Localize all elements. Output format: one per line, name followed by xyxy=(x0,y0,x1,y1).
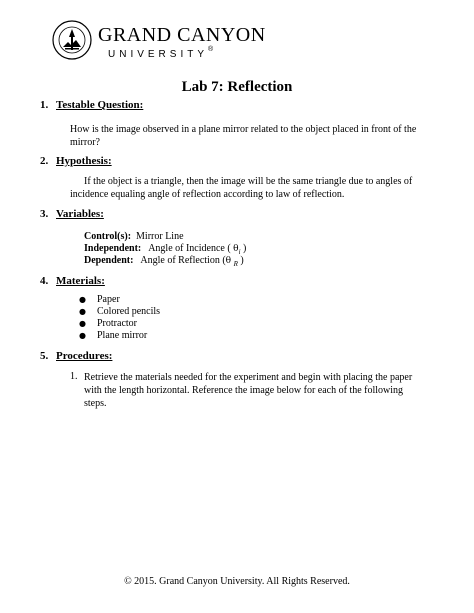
variable-dependent: Dependent: Angle of Reflection (θ $_R$ ) xyxy=(84,255,244,268)
materials-list-item: ● Colored pencils xyxy=(79,306,161,317)
bullet-icon: ● xyxy=(79,295,86,304)
bullet-icon: ● xyxy=(79,319,86,328)
section-heading-materials: 4. Materials: xyxy=(40,275,105,287)
section-heading-testable-question: 1. Testable Question: xyxy=(40,99,144,111)
variable-independent: Independent: Angle of Incidence ( $\theta_i$ ) xyxy=(84,243,247,256)
hypothesis-text: If the object is a triangle, then the image will be the same triangle due to angles of incidence equaling angle of reflection according to law of reflection. xyxy=(70,176,413,200)
section-heading-procedures: 5. Procedures: xyxy=(40,350,113,362)
materials-list-item: ● Paper xyxy=(79,294,120,305)
copyright-footer: © 2015. Grand Canyon University. All Rights Reserved. xyxy=(124,576,350,587)
section-heading-variables: 3. Variables: xyxy=(40,208,104,220)
university-seal xyxy=(52,20,92,60)
brand-name: GRAND CANYON xyxy=(98,24,266,46)
page-title: Lab 7: Reflection xyxy=(181,79,293,95)
variable-control: Control(s): Mirror Line xyxy=(84,231,184,242)
materials-list-item: ● Plane mirror xyxy=(79,330,148,341)
bullet-icon: ● xyxy=(79,307,86,316)
procedure-step-number: 1. xyxy=(70,371,78,382)
university-logo xyxy=(52,20,266,80)
section-heading-hypothesis: 2. Hypothesis: xyxy=(40,155,112,167)
materials-list-item: ● Protractor xyxy=(79,318,137,329)
brand-subname: UNIVERSITY® xyxy=(108,46,214,60)
procedure-step-text: Retrieve the materials needed for the experiment and begin with placing the paper with the length horizontal. Reference the image below for each of the following steps. xyxy=(84,372,413,409)
bullet-icon: ● xyxy=(79,331,86,340)
testable-question-text: How is the image observed in a plane mirror related to the object placed in front of the mirror? xyxy=(70,124,417,148)
